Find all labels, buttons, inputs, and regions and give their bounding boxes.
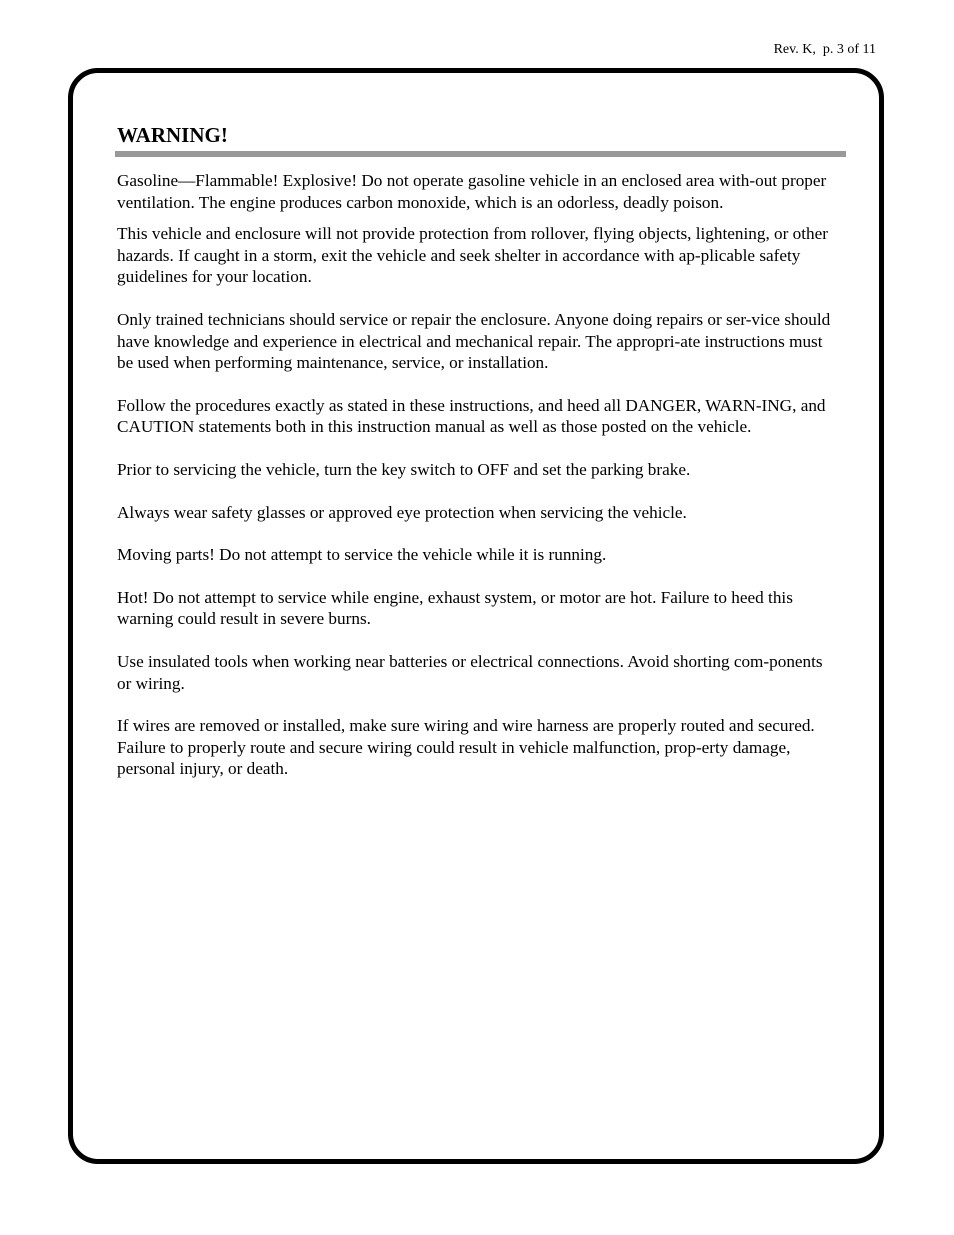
warning-paragraph-rollover: This vehicle and enclosure will not provide protection from rollover, flying objects, lightening, or other hazards. If caught in a storm, exit the vehicle and seek shelter in accordance with ap-plicable safety guidelines for your location. <box>117 224 828 287</box>
warning-paragraph-wiring: If wires are removed or installed, make sure wiring and wire harness are properly routed and secured. Failure to properly route and secure wiring could result in vehicle malfunction, prop-erty damage, personal injury, or death. <box>117 716 815 779</box>
warning-paragraph-hot: Hot! Do not attempt to service while engine, exhaust system, or motor are hot. Failure to heed this warning could result in severe burns. <box>117 587 793 629</box>
warning-title: WARNING! <box>117 123 228 147</box>
warning-body <box>117 170 837 780</box>
warning-paragraph-key-switch: Prior to servicing the vehicle, turn the key switch to OFF and set the parking brake. <box>117 459 691 479</box>
title-divider <box>115 151 846 157</box>
warning-paragraph-gasoline: Gasoline—Flammable! Explosive! Do not operate gasoline vehicle in an enclosed area with-out proper ventilation. The engine produces carbon monoxide, which is an odorless, deadly poison. <box>117 171 827 212</box>
page-revision-label: Rev. K, p. 3 of 11 <box>773 42 876 57</box>
warning-paragraph-moving-parts: Moving parts! Do not attempt to service the vehicle while it is running. <box>117 545 607 565</box>
warning-paragraph-procedures: Follow the procedures exactly as stated in these instructions, and heed all DANGER, WARN-ING, and CAUTION statements both in this instruction manual as well as those posted on the vehicle. <box>117 395 826 437</box>
warning-box <box>68 68 884 1164</box>
warning-paragraph-safety-glasses: Always wear safety glasses or approved eye protection when servicing the vehicle. <box>117 502 687 522</box>
warning-paragraph-trained-technicians: Only trained technicians should service or repair the enclosure. Anyone doing repairs or ser-vice should have knowledge and experience in electrical and mechanical repair. The appropri-ate instructions must be used when performing maintenance, service, or installation. <box>117 309 831 373</box>
warning-paragraph-insulated-tools: Use insulated tools when working near batteries or electrical connections. Avoid shorting com-ponents or wiring. <box>117 651 823 693</box>
